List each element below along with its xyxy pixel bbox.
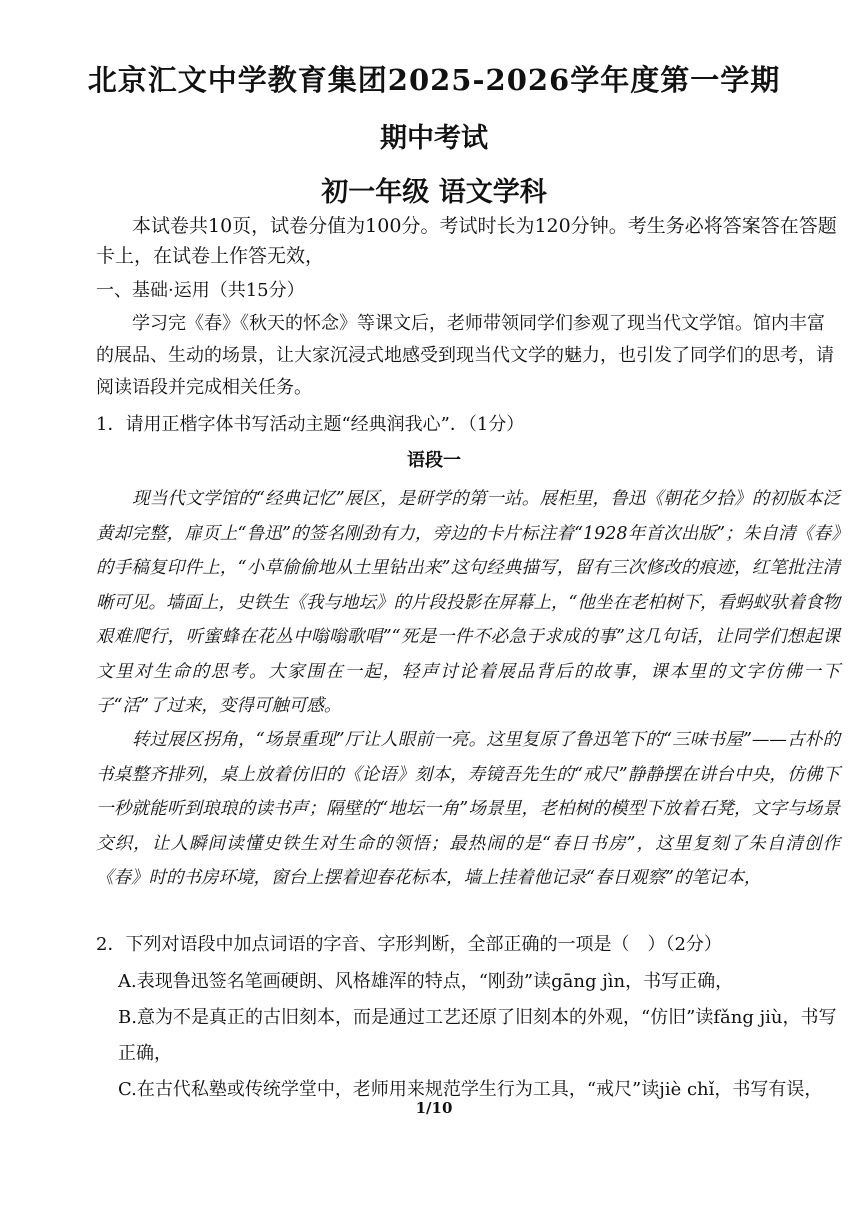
section-heading: 一、基础·运用（共15分） <box>96 280 305 301</box>
passage-paragraph-1: 现当代文学馆的“经典记忆”展区，是研学的第一站。展柜里，鲁迅《朝花夕拾》的初版本泛黄却完整，扉页上“鲁迅”的签名刚劲有力，旁边的卡片标注着“1928年首次出版”；朱自清《春》的手稿复印件上，“小草偷偷地从土里钻出来”这句经典描写，留有三次修改的痕迹，红笔批注清晰可见。墙面上，史铁生《我与地坛》的片段投影在屏幕上，“他坐在老柏树下，看蚂蚁驮着食物艰难爬行，听蜜蜂在花丛中嗡嗡歌唱”“死是一件不必急于求成的事”这几句话，让同学们想起课文里对生命的思考。大家围在一起，轻声讨论着展品背后的故事，课本里的文字仿佛一下子“活”了过来，变得可触可感。 <box>96 489 840 716</box>
page-number: 1/10 <box>415 1099 453 1117</box>
exam-title-school: 北京汇文中学教育集团2025-2026学年度第一学期 <box>87 63 781 97</box>
question-2-option-a: A.表现鲁迅签名笔画硬朗、风格雄浑的特点，“刚劲”读gāng jìn，书写正确， <box>118 971 734 992</box>
question-2-stem: 2．下列对语段中加点词语的字音、字形判断，全部正确的一项是（ ）（2分） <box>96 934 722 955</box>
exam-title-subject: 初一年级 语文学科 <box>321 177 547 208</box>
section-lead-paragraph: 学习完《春》《秋天的怀念》等课文后，老师带领同学们参观了现当代文学馆。馆内丰富的展品、生动的场景，让大家沉浸式地感受到现当代文学的魅力，也引发了同学们的思考，请阅读语段并完成相关任务。 <box>96 313 834 398</box>
passage-paragraph-2: 转过展区拐角，“场景重现”厅让人眼前一亮。这里复原了鲁迅笔下的“三味书屋”——古朴的书桌整齐排列，桌上放着仿旧的《论语》刻本，寿镜吾先生的“戒尺”静静摆在讲台中央，仿佛下一秒就能听到琅琅的读书声；隔壁的“地坛一角”场景里，老柏树的模型下放着石凳，文字与场景交织，让人瞬间读懂史铁生对生命的领悟；最热闹的是“春日书房”，这里复刻了朱自清创作《春》时的书房环境，窗台上摆着迎春花标本，墙上挂着他记录“春日观察”的笔记本， <box>96 730 840 888</box>
question-1: 1．请用正楷字体书写活动主题“经典润我心”．（1分） <box>96 414 525 435</box>
question-2-option-c: C.在古代私塾或传统学堂中，老师用来规范学生行为工具，“戒尺”读jiè chǐ，书写有误， <box>118 1079 823 1100</box>
passage-heading: 语段一 <box>407 450 461 471</box>
question-2-option-b: B.意为不是真正的古旧刻本，而是通过工艺还原了旧刻本的外观，“仿旧”读fǎng jiù，书写正确， <box>118 1007 837 1064</box>
exam-instructions: 本试卷共10页，试卷分值为100分。考试时长为120分钟。考生务必将答案答在答题卡上，在试卷上作答无效， <box>96 215 837 267</box>
exam-title-type: 期中考试 <box>380 123 488 154</box>
